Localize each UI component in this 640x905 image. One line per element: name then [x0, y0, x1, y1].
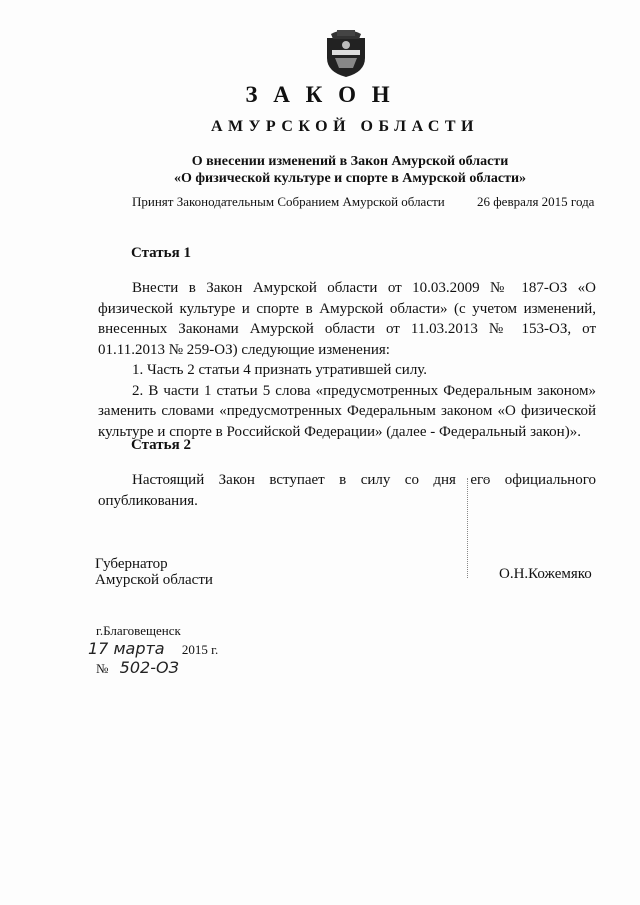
city: г.Благовещенск — [96, 623, 181, 638]
signatory-position — [95, 556, 213, 588]
law-heading — [100, 153, 600, 187]
handwritten-number: 502-ОЗ — [119, 658, 179, 677]
article-1-body — [98, 278, 596, 442]
number-prefix: № — [96, 661, 109, 676]
place-and-number — [88, 622, 219, 678]
adopted-date: 26 февраля 2015 года — [477, 194, 595, 209]
article-1-item-2: 2. В части 1 статьи 5 слова «предусмотренных Федеральным законом» заменить словами «предусмотренных Федеральным законом «О физической культуре и спорте в Российской Федерации» (далее - Федеральный закон)». — [98, 382, 596, 440]
scan-mark — [467, 478, 470, 578]
adopted-by: Принят Законодательным Собранием Амурской области — [132, 194, 445, 209]
position-line-2: Амурской области — [95, 572, 213, 588]
coat-of-arms-icon — [323, 28, 369, 78]
heading-line-2: «О физической культуре и спорте в Амурской области» — [173, 171, 527, 186]
heading-line-1: О внесении изменений в Закон Амурской области — [191, 154, 509, 169]
document-title: З А К О Н — [245, 82, 395, 107]
article-2-title: Статья 2 — [131, 437, 191, 453]
signatory-name: О.Н.Кожемяко — [499, 566, 592, 582]
scan-mark — [484, 476, 490, 480]
article-1-intro: Внести в Закон Амурской области от 10.03.2009 № 187-ОЗ «О физической культуре и спорте в Амурской области» (с учетом изменений, внесенных Законами Амурской области от 11.03.2013 № 153-ОЗ, от 01.11.2013 № 259-ОЗ) следующие изменения: — [98, 280, 596, 358]
position-line-1: Губернатор — [95, 556, 168, 572]
article-2-text: Настоящий Закон вступает в силу со дня его официального опубликования. — [98, 472, 596, 509]
year: 2015 г. — [181, 642, 219, 657]
handwritten-date: 17 марта — [88, 639, 165, 658]
article-1-item-1: 1. Часть 2 статьи 4 признать утратившей силу. — [132, 362, 428, 378]
article-2-body — [98, 470, 596, 511]
article-1-title: Статья 1 — [131, 245, 191, 261]
region-subtitle: АМУРСКОЙ ОБЛАСТИ — [211, 118, 479, 135]
